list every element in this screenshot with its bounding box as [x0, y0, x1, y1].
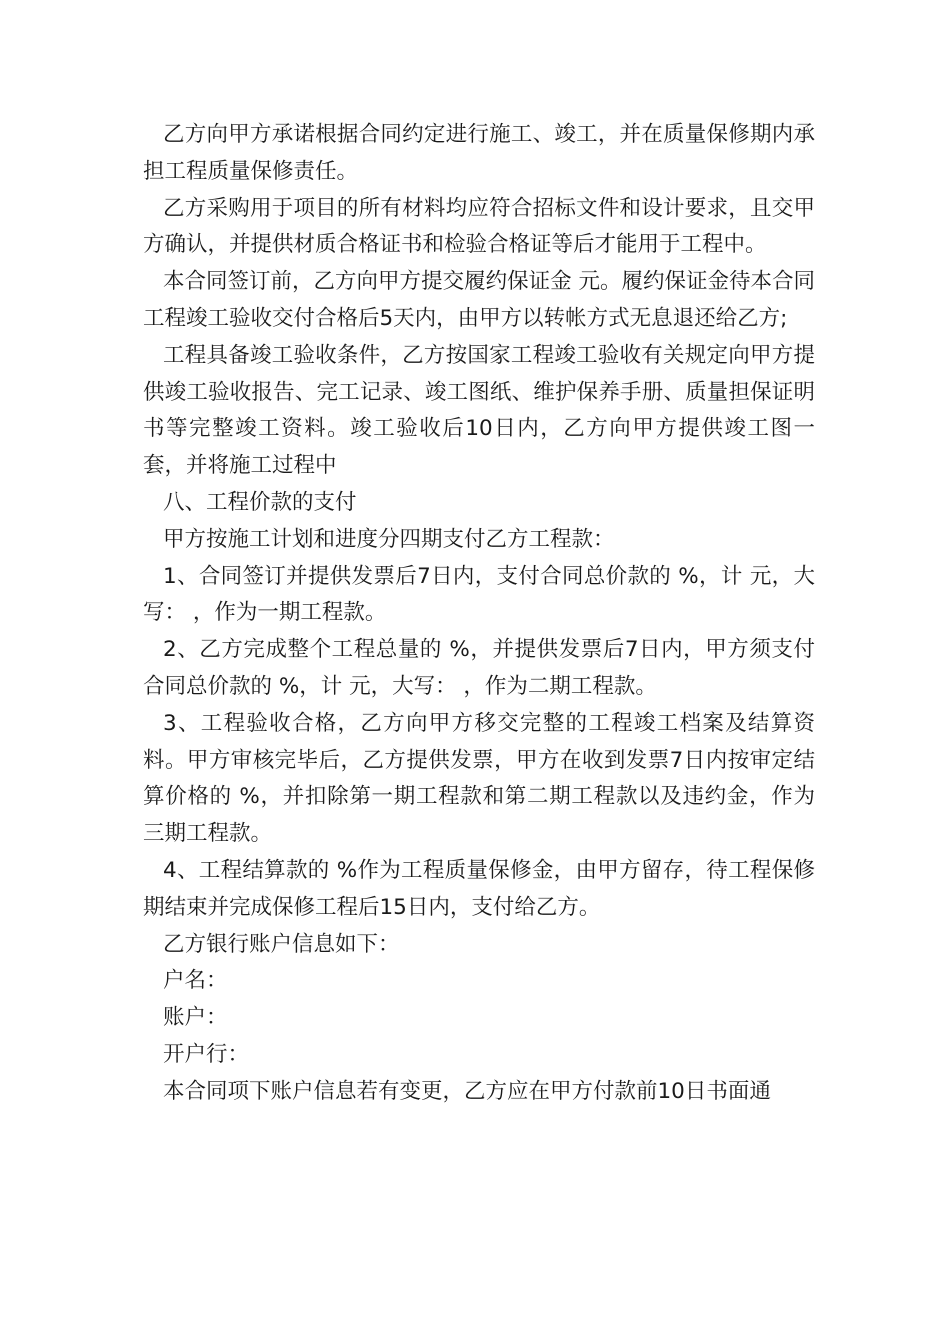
field-account-number: 账户：	[163, 1005, 228, 1031]
paragraph-payment-intro: 甲方按施工计划和进度分四期支付乙方工程款：	[163, 526, 615, 552]
paragraph-account-change: 本合同项下账户信息若有变更，乙方应在甲方付款前10日书面通	[163, 1078, 771, 1104]
field-bank-branch: 开户行：	[163, 1041, 250, 1067]
paragraph-performance-bond: 本合同签订前，乙方向甲方提交履约保证金 元。履约保证金待本合同工程竣工验收交付合格后5天内，由甲方以转帐方式无息退还给乙方;	[143, 269, 815, 331]
field-account-name: 户名：	[163, 968, 228, 994]
paragraph-completion-acceptance: 工程具备竣工验收条件，乙方按国家工程竣工验收有关规定向甲方提供竣工验收报告、完工记录、竣工图纸、维护保养手册、质量担保证明书等完整竣工资料。竣工验收后10日内，乙方向甲方提供竣工图一套，并将施工过程中	[143, 342, 815, 479]
paragraph-payment-phase-3: 3、工程验收合格，乙方向甲方移交完整的工程竣工档案及结算资料。甲方审核完毕后，乙方提供发票，甲方在收到发票7日内按审定结算价格的 %，并扣除第一期工程款和第二期工程款以及违约金，作为三期工程款。	[143, 710, 815, 847]
section-heading-payment: 八、工程价款的支付	[163, 489, 357, 515]
document-body	[143, 117, 815, 1111]
paragraph-payment-phase-1: 1、合同签订并提供发票后7日内，支付合同总价款的 %，计 元，大写： ，作为一期工程款。	[143, 563, 815, 626]
paragraph-materials: 乙方采购用于项目的所有材料均应符合招标文件和设计要求，且交甲方确认，并提供材质合格证书和检验合格证等后才能用于工程中。	[143, 195, 815, 258]
paragraph-warranty-commitment: 乙方向甲方承诺根据合同约定进行施工、竣工，并在质量保修期内承担工程质量保修责任。	[143, 122, 815, 184]
paragraph-payment-phase-2: 2、乙方完成整个工程总量的 %，并提供发票后7日内，甲方须支付合同总价款的 %，计 元，大写： ，作为二期工程款。	[143, 637, 815, 699]
paragraph-payment-phase-4: 4、工程结算款的 %作为工程质量保修金，由甲方留存，待工程保修期结束并完成保修工程后15日内，支付给乙方。	[143, 857, 815, 920]
paragraph-bank-info-intro: 乙方银行账户信息如下：	[163, 931, 400, 957]
